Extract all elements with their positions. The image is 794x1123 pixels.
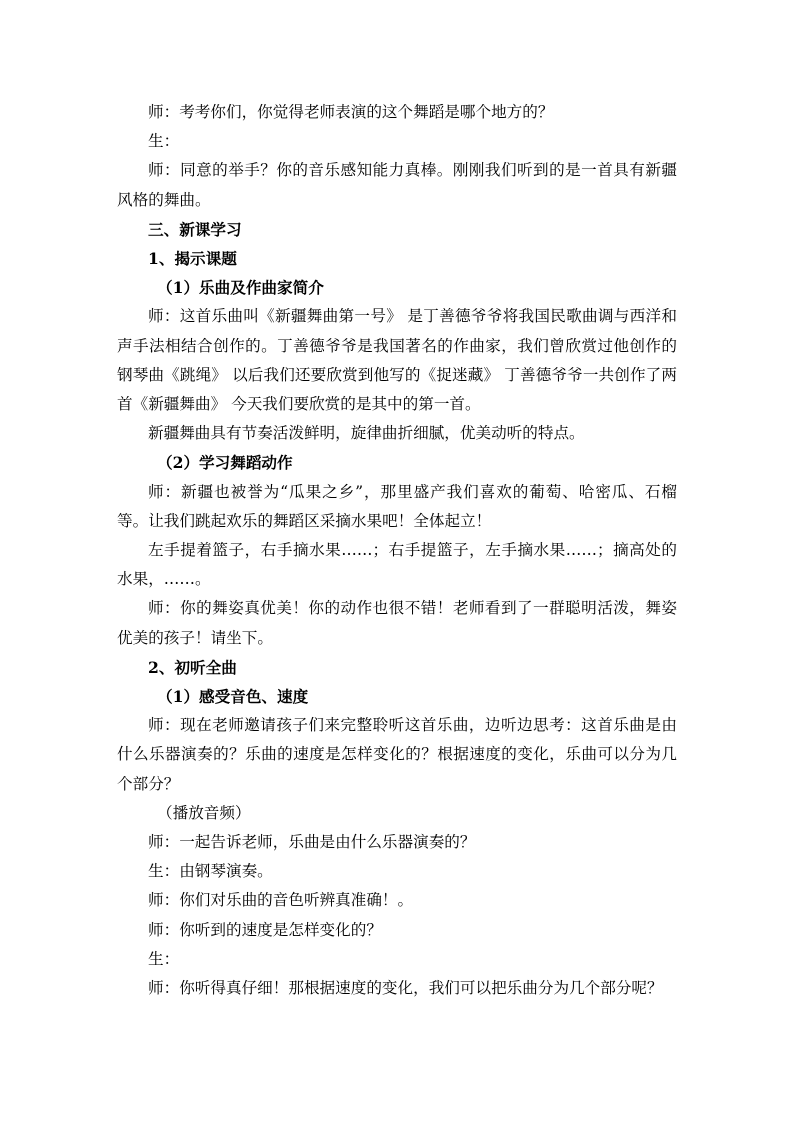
dialogue-line: 师：同意的举手？你的音乐感知能力真棒。刚刚我们听到的是一首具有新疆风格的舞曲。 — [117, 161, 677, 209]
dialogue-line: 师：考考你们，你觉得老师表演的这个舞蹈是哪个地方的？ — [148, 103, 554, 121]
dialogue-line: 师：新疆也被誉为“瓜果之乡”，那里盛产我们喜欢的葡萄、哈密瓜、石榴等。让我们跳起欢乐的舞蹈区采摘水果吧！全体起立！ — [117, 482, 677, 530]
dialogue-line: 师：这首乐曲叫《新疆舞曲第一号》 是丁善德爷爷将我国民歌曲调与西洋和声手法相结合创作的。丁善德爷爷是我国著名的作曲家，我们曾欣赏过他创作的钢琴曲《跳绳》 以后我们还要欣赏到他写的《捉迷藏》 丁善德爷爷一共创作了两首《新疆舞曲》 今天我们要欣赏的是其中的第一首。 — [117, 307, 677, 414]
dialogue-line: 师：你的舞姿真优美！你的动作也很不错！老师看到了一群聪明活泼，舞姿优美的孩子！请坐下。 — [117, 599, 677, 647]
paragraph: 左手提着篮子，右手摘水果……；右手提篮子，左手摘水果……；摘高处的水果，……。 — [117, 541, 677, 589]
dialogue-line: 生： — [148, 132, 180, 151]
section-heading: 三、新课学习 — [148, 219, 242, 239]
document-body — [117, 98, 677, 1003]
stage-direction: （播放音频） — [157, 803, 251, 822]
dialogue-line: 师：现在老师邀请孩子们来完整聆听这首乐曲，边听边思考：这首乐曲是由什么乐器演奏的？乐曲的速度是怎样变化的？根据速度的变化，乐曲可以分为几个部分？ — [117, 716, 677, 793]
paragraph: 新疆舞曲具有节奏活泼鲜明，旋律曲折细腻，优美动听的特点。 — [148, 424, 585, 443]
dialogue-line: 师：你听到的速度是怎样变化的？ — [148, 920, 382, 939]
dialogue-line: 师：你们对乐曲的音色听辨真准确！。 — [148, 891, 414, 910]
sub-subsection-heading: （1）乐曲及作曲家简介 — [157, 278, 324, 298]
subsection-heading: 2、初听全曲 — [148, 657, 237, 677]
dialogue-line: 生： — [148, 949, 180, 968]
dialogue-line: 生：由钢琴演奏。 — [148, 862, 273, 881]
dialogue-line: 师：一起告诉老师，乐曲是由什么乐器演奏的？ — [148, 833, 476, 852]
subsection-heading: 1、揭示课题 — [148, 249, 237, 269]
sub-subsection-heading: （2）学习舞蹈动作 — [157, 453, 293, 473]
sub-subsection-heading: （1）感受音色、速度 — [157, 687, 309, 707]
dialogue-line: 师：你听得真仔细！那根据速度的变化，我们可以把乐曲分为几个部分呢？ — [148, 979, 663, 998]
